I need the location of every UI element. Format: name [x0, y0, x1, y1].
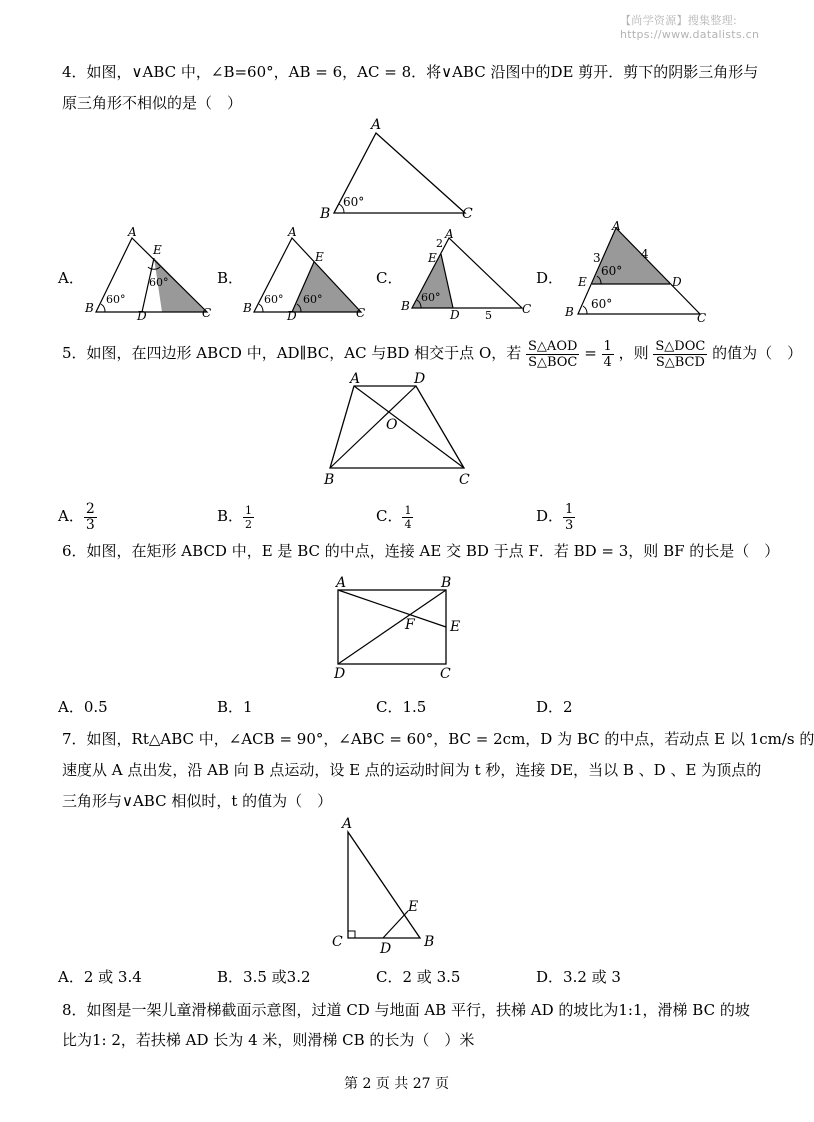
q5-option-b[interactable] [217, 498, 254, 534]
label-C: C [462, 206, 473, 222]
fraction-aod-boc [526, 339, 579, 370]
label-C: C [332, 934, 343, 950]
label-F: F [405, 617, 415, 633]
fraction-denominator: S△BCD [655, 354, 705, 370]
option-key: C． [376, 698, 403, 716]
option-text: 1 [243, 698, 253, 716]
q5-figure [318, 372, 483, 490]
label-A: A [288, 225, 297, 239]
fraction-one-fourth [602, 339, 614, 370]
q7-option-c[interactable] [376, 967, 460, 987]
fraction-numerator: 1 [603, 338, 612, 354]
option-key: D． [536, 507, 564, 525]
q4-option-a-figure [80, 224, 215, 322]
q5-stem-pre: 5．如图，在四边形 ABCD 中，AD∥BC，AC 与BD 相交于点 O，若 [62, 344, 522, 362]
label-C: C [522, 302, 532, 316]
option-fraction [84, 502, 97, 533]
label-A: A [445, 227, 454, 241]
option-key: D． [536, 698, 564, 716]
q5-stem [62, 333, 802, 373]
label-C: C [202, 306, 212, 320]
option-text: 2 或 3.4 [83, 968, 142, 986]
q8-stem-line1: 8．如图是一架儿童滑梯截面示意图，过道 CD 与地面 AB 平行，扶梯 AD 的坡比为1:1，滑梯 BC 的坡 [62, 1001, 750, 1019]
label-5: 5 [485, 309, 492, 322]
option-text: 3.5 或3.2 [243, 968, 311, 986]
label-C: C [459, 472, 470, 488]
fraction-denominator: 2 [245, 517, 253, 531]
label-3: 3 [593, 251, 601, 265]
label-B: B [441, 575, 452, 591]
label-D: D [450, 308, 460, 322]
q4-option-d-figure [560, 220, 710, 324]
angle-label: 60° [343, 195, 365, 209]
label-2: 2 [436, 237, 443, 250]
q5-stem-post: 的值为（ ） [712, 344, 803, 362]
q7-stem-line1: 7．如图，Rt△ABC 中，∠ACB = 90°，∠ABC = 60°，BC = 2cm，D 为 BC 的中点，若动点 E 以 1cm/s 的 [62, 730, 814, 748]
label-A: A [336, 575, 347, 591]
fraction-denominator: S△BOC [528, 354, 578, 370]
q7-stem-line3: 三角形与∨ABC 相似时，t 的值为（ ） [62, 792, 333, 810]
q5-option-c[interactable] [376, 498, 413, 534]
label-C: C [356, 306, 366, 320]
angle-label: 60° [601, 264, 623, 278]
q4-option-b-key[interactable]: B． [217, 269, 244, 287]
label-O: O [386, 417, 398, 433]
label-B: B [243, 301, 252, 315]
option-text: 2 或 3.5 [402, 968, 461, 986]
angle-label: 60° [264, 293, 284, 306]
label-D: D [287, 309, 297, 323]
option-text: 0.5 [83, 698, 108, 716]
option-text: 3.2 或 3 [563, 968, 621, 986]
option-key: A． [58, 968, 84, 986]
fraction-denominator: 3 [85, 516, 95, 533]
angle-label: 60° [106, 293, 126, 306]
option-key: D． [536, 968, 564, 986]
option-fraction [563, 502, 575, 533]
label-4: 4 [641, 247, 649, 261]
q4-option-a-key[interactable]: A． [58, 269, 84, 287]
label-D: D [414, 371, 426, 387]
label-E: E [315, 250, 324, 264]
label-A: A [128, 225, 137, 239]
q6-option-d[interactable] [536, 697, 573, 717]
label-B: B [324, 472, 335, 488]
q4-option-c-figure [398, 228, 538, 324]
q6-stem: 6．如图，在矩形 ABCD 中，E 是 BC 的中点，连接 AE 交 BD 于点 F．若 BD = 3，则 BF 的长是（ ） [62, 542, 780, 560]
fraction-doc-bcd [653, 339, 707, 370]
q6-option-b[interactable] [217, 697, 253, 717]
fraction-numerator: 2 [85, 500, 95, 517]
page-footer: 第 2 页 共 27 页 [344, 1076, 449, 1092]
q5-option-d[interactable] [536, 498, 575, 534]
q7-stem-line2: 速度从 A 点出发，沿 AB 向 B 点运动，设 E 点的运动时间为 t 秒，连接 DE，当以 B 、D 、E 为顶点的 [62, 761, 762, 779]
option-key: A． [58, 507, 84, 525]
fraction-denominator: 4 [404, 517, 412, 531]
q7-option-d[interactable] [536, 967, 621, 987]
q8-stem-line2: 比为1: 2，若扶梯 AD 长为 4 米，则滑梯 CB 的长为（ ）米 [62, 1031, 475, 1049]
angle-label-2: 60° [303, 293, 323, 306]
label-E: E [408, 899, 419, 915]
label-E: E [428, 251, 437, 265]
option-text: 2 [563, 698, 573, 716]
label-B: B [320, 206, 331, 222]
label-C: C [697, 311, 707, 325]
label-E: E [153, 243, 162, 257]
q7-option-b[interactable] [217, 967, 311, 987]
label-C: C [440, 666, 451, 682]
label-B: B [424, 934, 435, 950]
label-E: E [450, 619, 461, 635]
option-key: B． [217, 698, 244, 716]
option-fraction [402, 504, 413, 531]
option-key: C． [376, 507, 403, 525]
label-A: A [342, 816, 353, 832]
option-fraction [243, 504, 254, 531]
label-A: A [371, 117, 382, 133]
label-B: B [401, 299, 410, 313]
fraction-denominator: 3 [565, 517, 574, 533]
fraction-numerator: 1 [245, 503, 253, 517]
q7-option-a[interactable] [58, 967, 142, 987]
q6-option-c[interactable] [376, 697, 426, 717]
label-A: A [612, 219, 621, 233]
equals-sign: = [584, 344, 597, 362]
fraction-numerator: S△AOD [528, 338, 578, 354]
label-B: B [85, 301, 94, 315]
option-key: B． [217, 968, 244, 986]
fraction-numerator: 1 [404, 503, 412, 517]
q5-option-a[interactable] [58, 498, 97, 534]
q4-option-c-key[interactable]: C． [376, 269, 403, 287]
fraction-denominator: 4 [603, 354, 612, 370]
label-B: B [565, 305, 574, 319]
label-A: A [350, 371, 361, 387]
option-key: B． [217, 507, 244, 525]
option-text: 1.5 [402, 698, 427, 716]
q5-stem-mid: ，则 [618, 344, 649, 362]
angle-label-2: 60° [591, 297, 613, 311]
q4-main-figure [310, 115, 490, 225]
q4-option-b-figure [240, 224, 375, 322]
label-D: D [334, 666, 346, 682]
q4-stem-line2: 原三角形不相似的是（ ） [62, 94, 243, 112]
angle-label-2: 60° [149, 276, 169, 289]
q4-stem-line1: 4．如图，∨ABC 中，∠B=60°，AB = 6，AC = 8．将∨ABC 沿图中的DE 剪开．剪下的阴影三角形与 [62, 63, 759, 81]
label-D: D [137, 309, 147, 323]
label-E: E [578, 275, 587, 289]
q6-figure [326, 572, 471, 682]
watermark: 【尚学资源】搜集整理: https://www.datalists.cn [620, 14, 760, 41]
q4-option-d-key[interactable]: D． [536, 269, 564, 287]
option-key: A． [58, 698, 84, 716]
label-D: D [672, 275, 682, 289]
option-key: C． [376, 968, 403, 986]
label-D: D [380, 941, 392, 957]
q7-figure [328, 812, 446, 957]
q6-option-a[interactable] [58, 697, 108, 717]
angle-label: 60° [421, 291, 441, 304]
fraction-numerator: S△DOC [655, 338, 706, 354]
fraction-numerator: 1 [565, 501, 574, 517]
